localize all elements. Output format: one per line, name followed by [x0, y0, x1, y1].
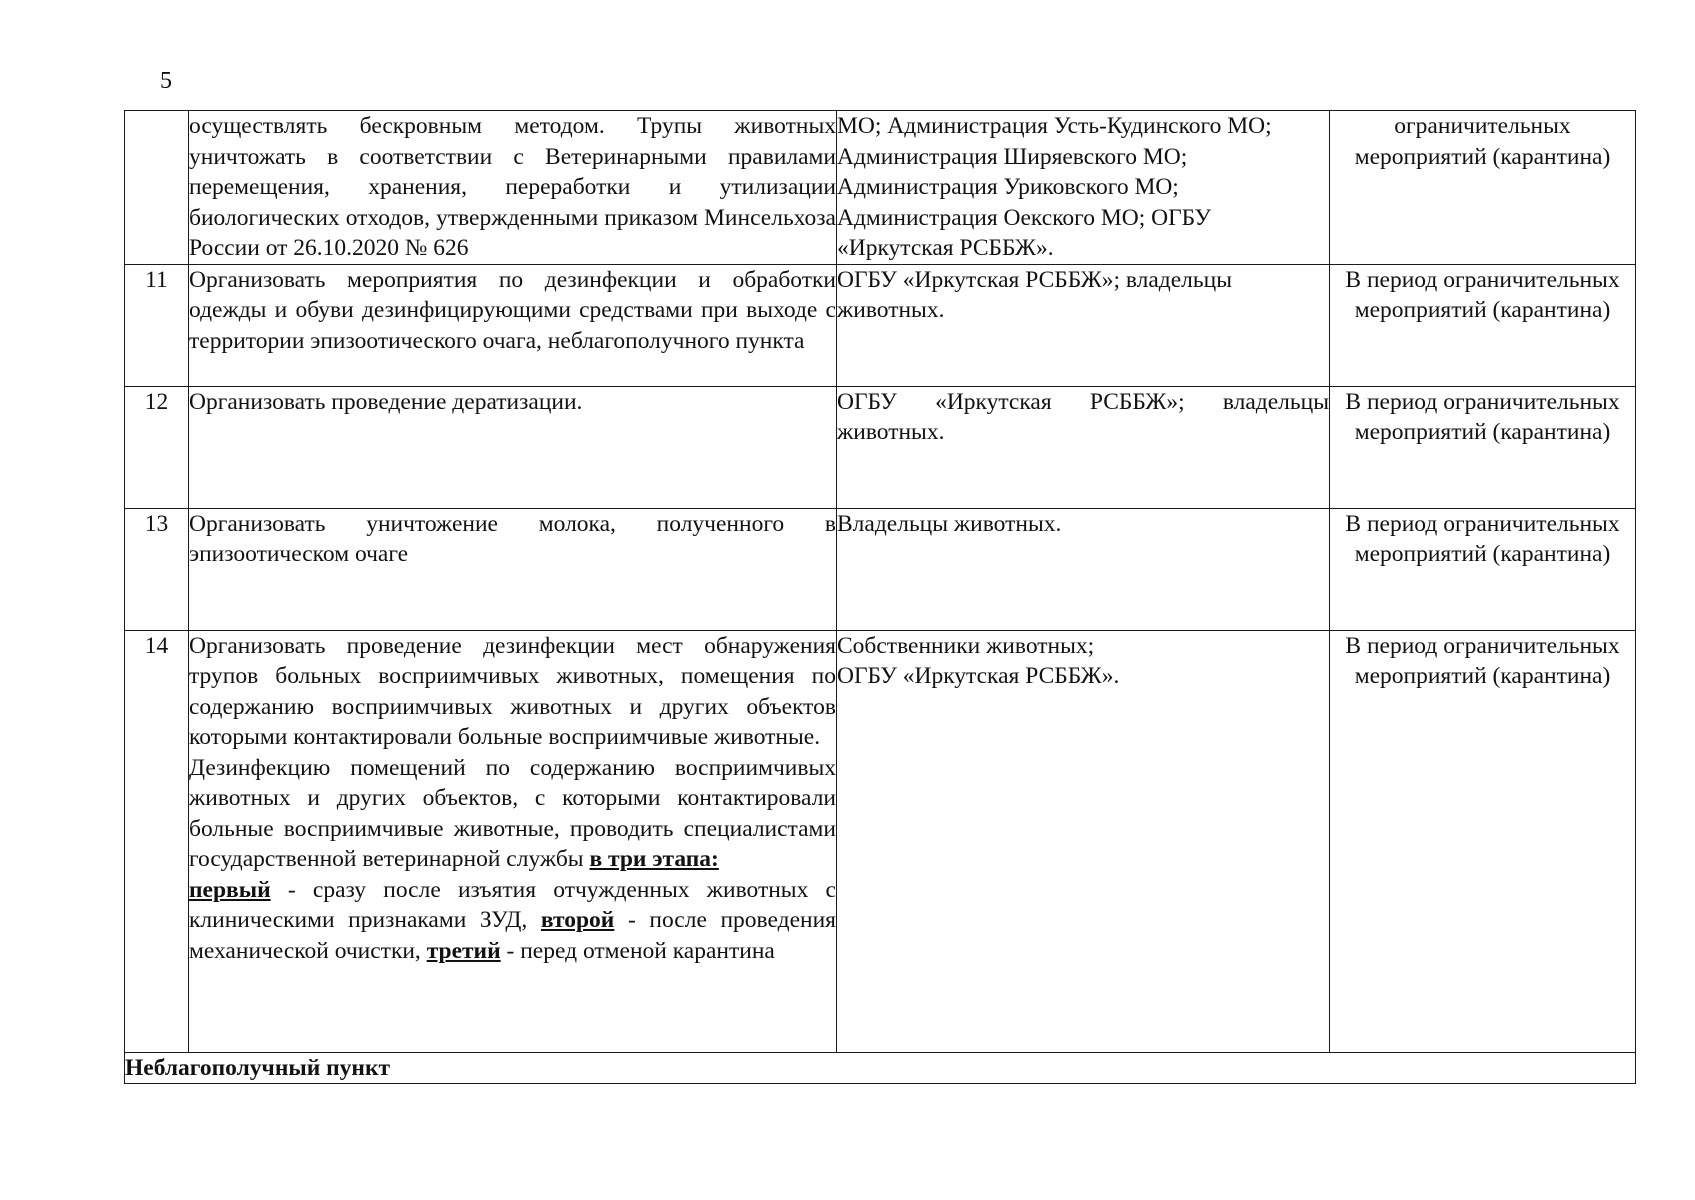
- table-row: [125, 630, 1636, 1052]
- action-cell: [189, 630, 837, 1052]
- responsible-line: ОГБУ «Иркутская РСББЖ».: [837, 663, 1120, 689]
- responsible-cell: ОГБУ «Иркутская РСББЖ»; владельцы животных.: [837, 386, 1330, 508]
- term-cell: В период ограничительных мероприятий (карантина): [1330, 386, 1636, 508]
- section-row: [125, 1052, 1636, 1083]
- action-cell: Организовать уничтожение молока, полученного в эпизоотическом очаге: [189, 508, 837, 630]
- responsible-cell: [837, 630, 1330, 1052]
- responsible-cell: МО; Администрация Усть-Кудинского МО; Администрация Ширяевского МО; Администрация Уриковского МО; Администрация Оекского МО; ОГБУ «Иркутская РСББЖ».: [837, 111, 1330, 265]
- three-stages-emphasis: в три этапа:: [589, 846, 719, 872]
- action-paragraph: Организовать проведение дезинфекции мест обнаружения трупов больных восприимчивых животных, помещения по содержанию восприимчивых животных и других объектов которыми контактировали больные восприимчивые животные.: [189, 632, 836, 750]
- row-number: 12: [125, 386, 189, 508]
- responsible-cell: Владельцы животных.: [837, 508, 1330, 630]
- table-row: [125, 508, 1636, 630]
- disinfection-text: Дезинфекцию помещений по содержанию восприимчивых животных и других объектов, с которыми контактировали больные восприимчивые животные, проводить специалистами государственной ветеринарной службы: [189, 754, 836, 872]
- action-cell: Организовать мероприятия по дезинфекции и обработки одежды и обуви дезинфицирующими средствами при выходе с территории эпизоотического очага, неблагополучного пункта: [189, 264, 837, 386]
- section-title: Неблагополучный пункт: [125, 1052, 1636, 1083]
- table-row: [125, 111, 1636, 265]
- table-row: [125, 386, 1636, 508]
- row-number: [125, 111, 189, 265]
- stage-third-label: третий: [426, 937, 501, 964]
- table-row: [125, 264, 1636, 386]
- term-cell: В период ограничительных мероприятий (карантина): [1330, 508, 1636, 630]
- responsible-cell: ОГБУ «Иркутская РСББЖ»; владельцы животных.: [837, 264, 1330, 386]
- row-number: 13: [125, 508, 189, 630]
- row-number: 14: [125, 630, 189, 1052]
- action-cell: осуществлять бескровным методом. Трупы животных уничтожать в соответствии с Ветеринарными правилами перемещения, хранения, переработки и утилизации биологических отходов, утвержденными приказом Минсельхоза России от 26.10.2020 № 626: [189, 111, 837, 265]
- stage-second-text: - после проведения механической очистки,: [189, 907, 836, 964]
- action-cell: Организовать проведение дератизации.: [189, 386, 837, 508]
- page-number: 5: [160, 68, 172, 94]
- stage-first-text: - сразу после изъятия отчужденных животных с клиническими признаками ЗУД,: [189, 876, 836, 933]
- stage-first-label: первый: [189, 876, 271, 903]
- row-number: 11: [125, 264, 189, 386]
- stage-second-label: второй: [540, 907, 615, 933]
- stage-third-text: - перед отменой карантина: [500, 937, 775, 964]
- term-cell: В период ограничительных мероприятий (карантина): [1330, 630, 1636, 1052]
- term-cell: В период ограничительных мероприятий (карантина): [1330, 264, 1636, 386]
- action-paragraph: [189, 753, 836, 967]
- responsible-line: Собственники животных;: [837, 632, 1095, 659]
- term-cell: ограничительных мероприятий (карантина): [1330, 111, 1636, 265]
- measures-table: [124, 110, 1636, 1084]
